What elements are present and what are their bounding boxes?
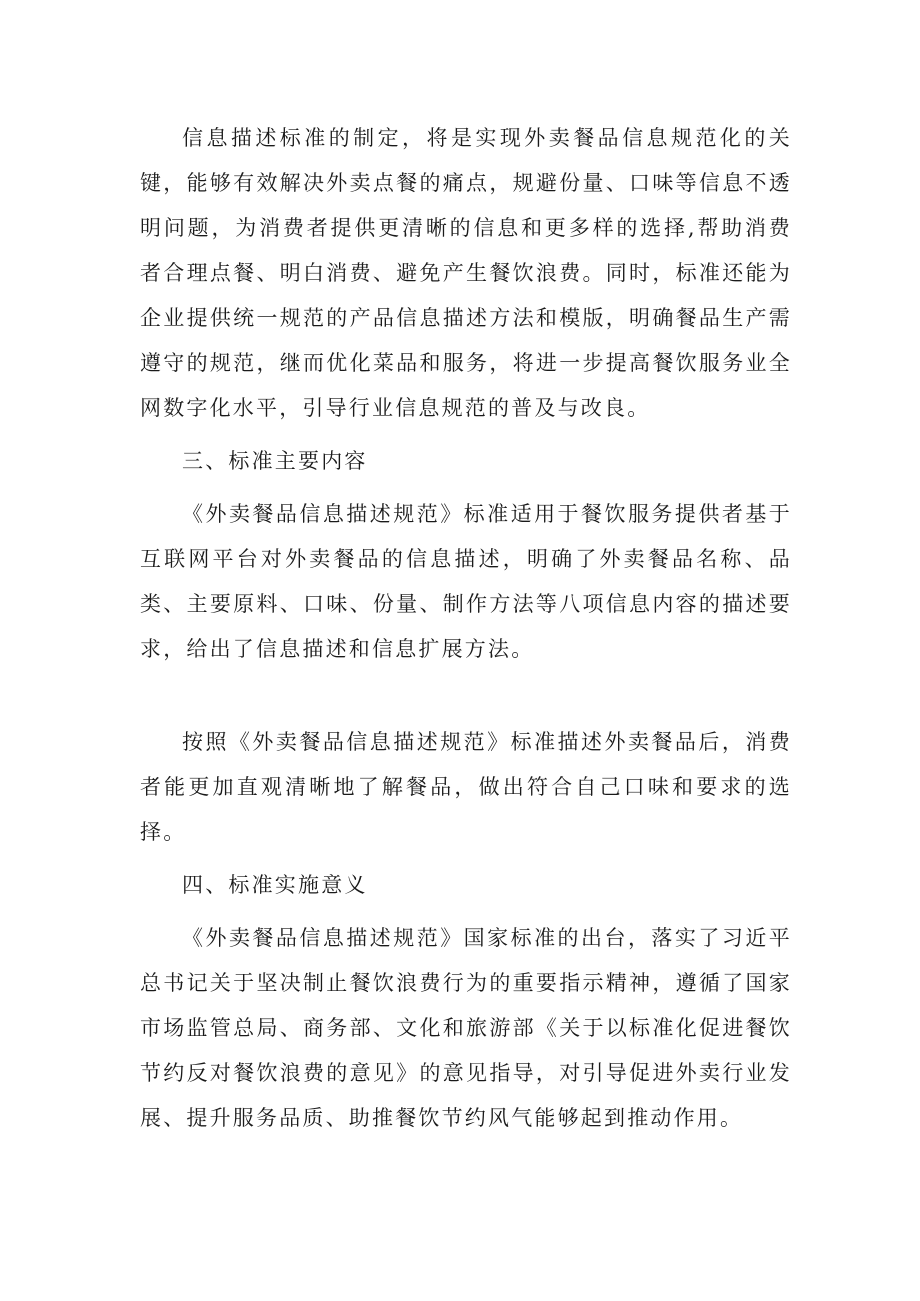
paragraph-consumer-benefit: 按照《外卖餐品信息描述规范》标准描述外卖餐品后，消费者能更加直观清晰地了解餐品，做出符合自己口味和要求的选择。 (140, 730, 792, 844)
document-body (140, 116, 792, 1141)
spacer (140, 908, 792, 916)
paragraph-national-standard: 《外卖餐品信息描述规范》国家标准的出台，落实了习近平总书记关于坚决制止餐饮浪费行为的重要指示精神，遵循了国家市场监管总局、商务部、文化和旅游部《关于以标准化促进餐饮节约反对餐饮浪费的意见》的意见指导，对引导促进外卖行业发展、提升服务品质、助推餐饮节约风气能够起到推动作用。 (140, 926, 792, 1130)
section-heading-significance: 四、标准实施意义 (182, 873, 368, 897)
section-heading-main-content: 三、标准主要内容 (182, 449, 368, 473)
spacer (140, 672, 792, 720)
paragraph-standard-scope: 《外卖餐品信息描述规范》标准适用于餐饮服务提供者基于互联网平台对外卖餐品的信息描述，明确了外卖餐品名称、品类、主要原料、口味、份量、制作方法等八项信息内容的描述要求，给出了信息描述和信息扩展方法。 (140, 502, 792, 661)
paragraph-info-standard: 信息描述标准的制定，将是实现外卖餐品信息规范化的关键，能够有效解决外卖点餐的痛点，规避份量、口味等信息不透明问题，为消费者提供更清晰的信息和更多样的选择,帮助消费者合理点餐、明白消费、避免产生餐饮浪费。同时，标准还能为企业提供统一规范的产品信息描述方法和模版，明确餐品生产需遵守的规范，继而优化菜品和服务，将进一步提高餐饮服务业全网数字化水平，引导行业信息规范的普及与改良。 (140, 126, 792, 420)
spacer (140, 855, 792, 863)
spacer (140, 431, 792, 439)
spacer (140, 484, 792, 492)
